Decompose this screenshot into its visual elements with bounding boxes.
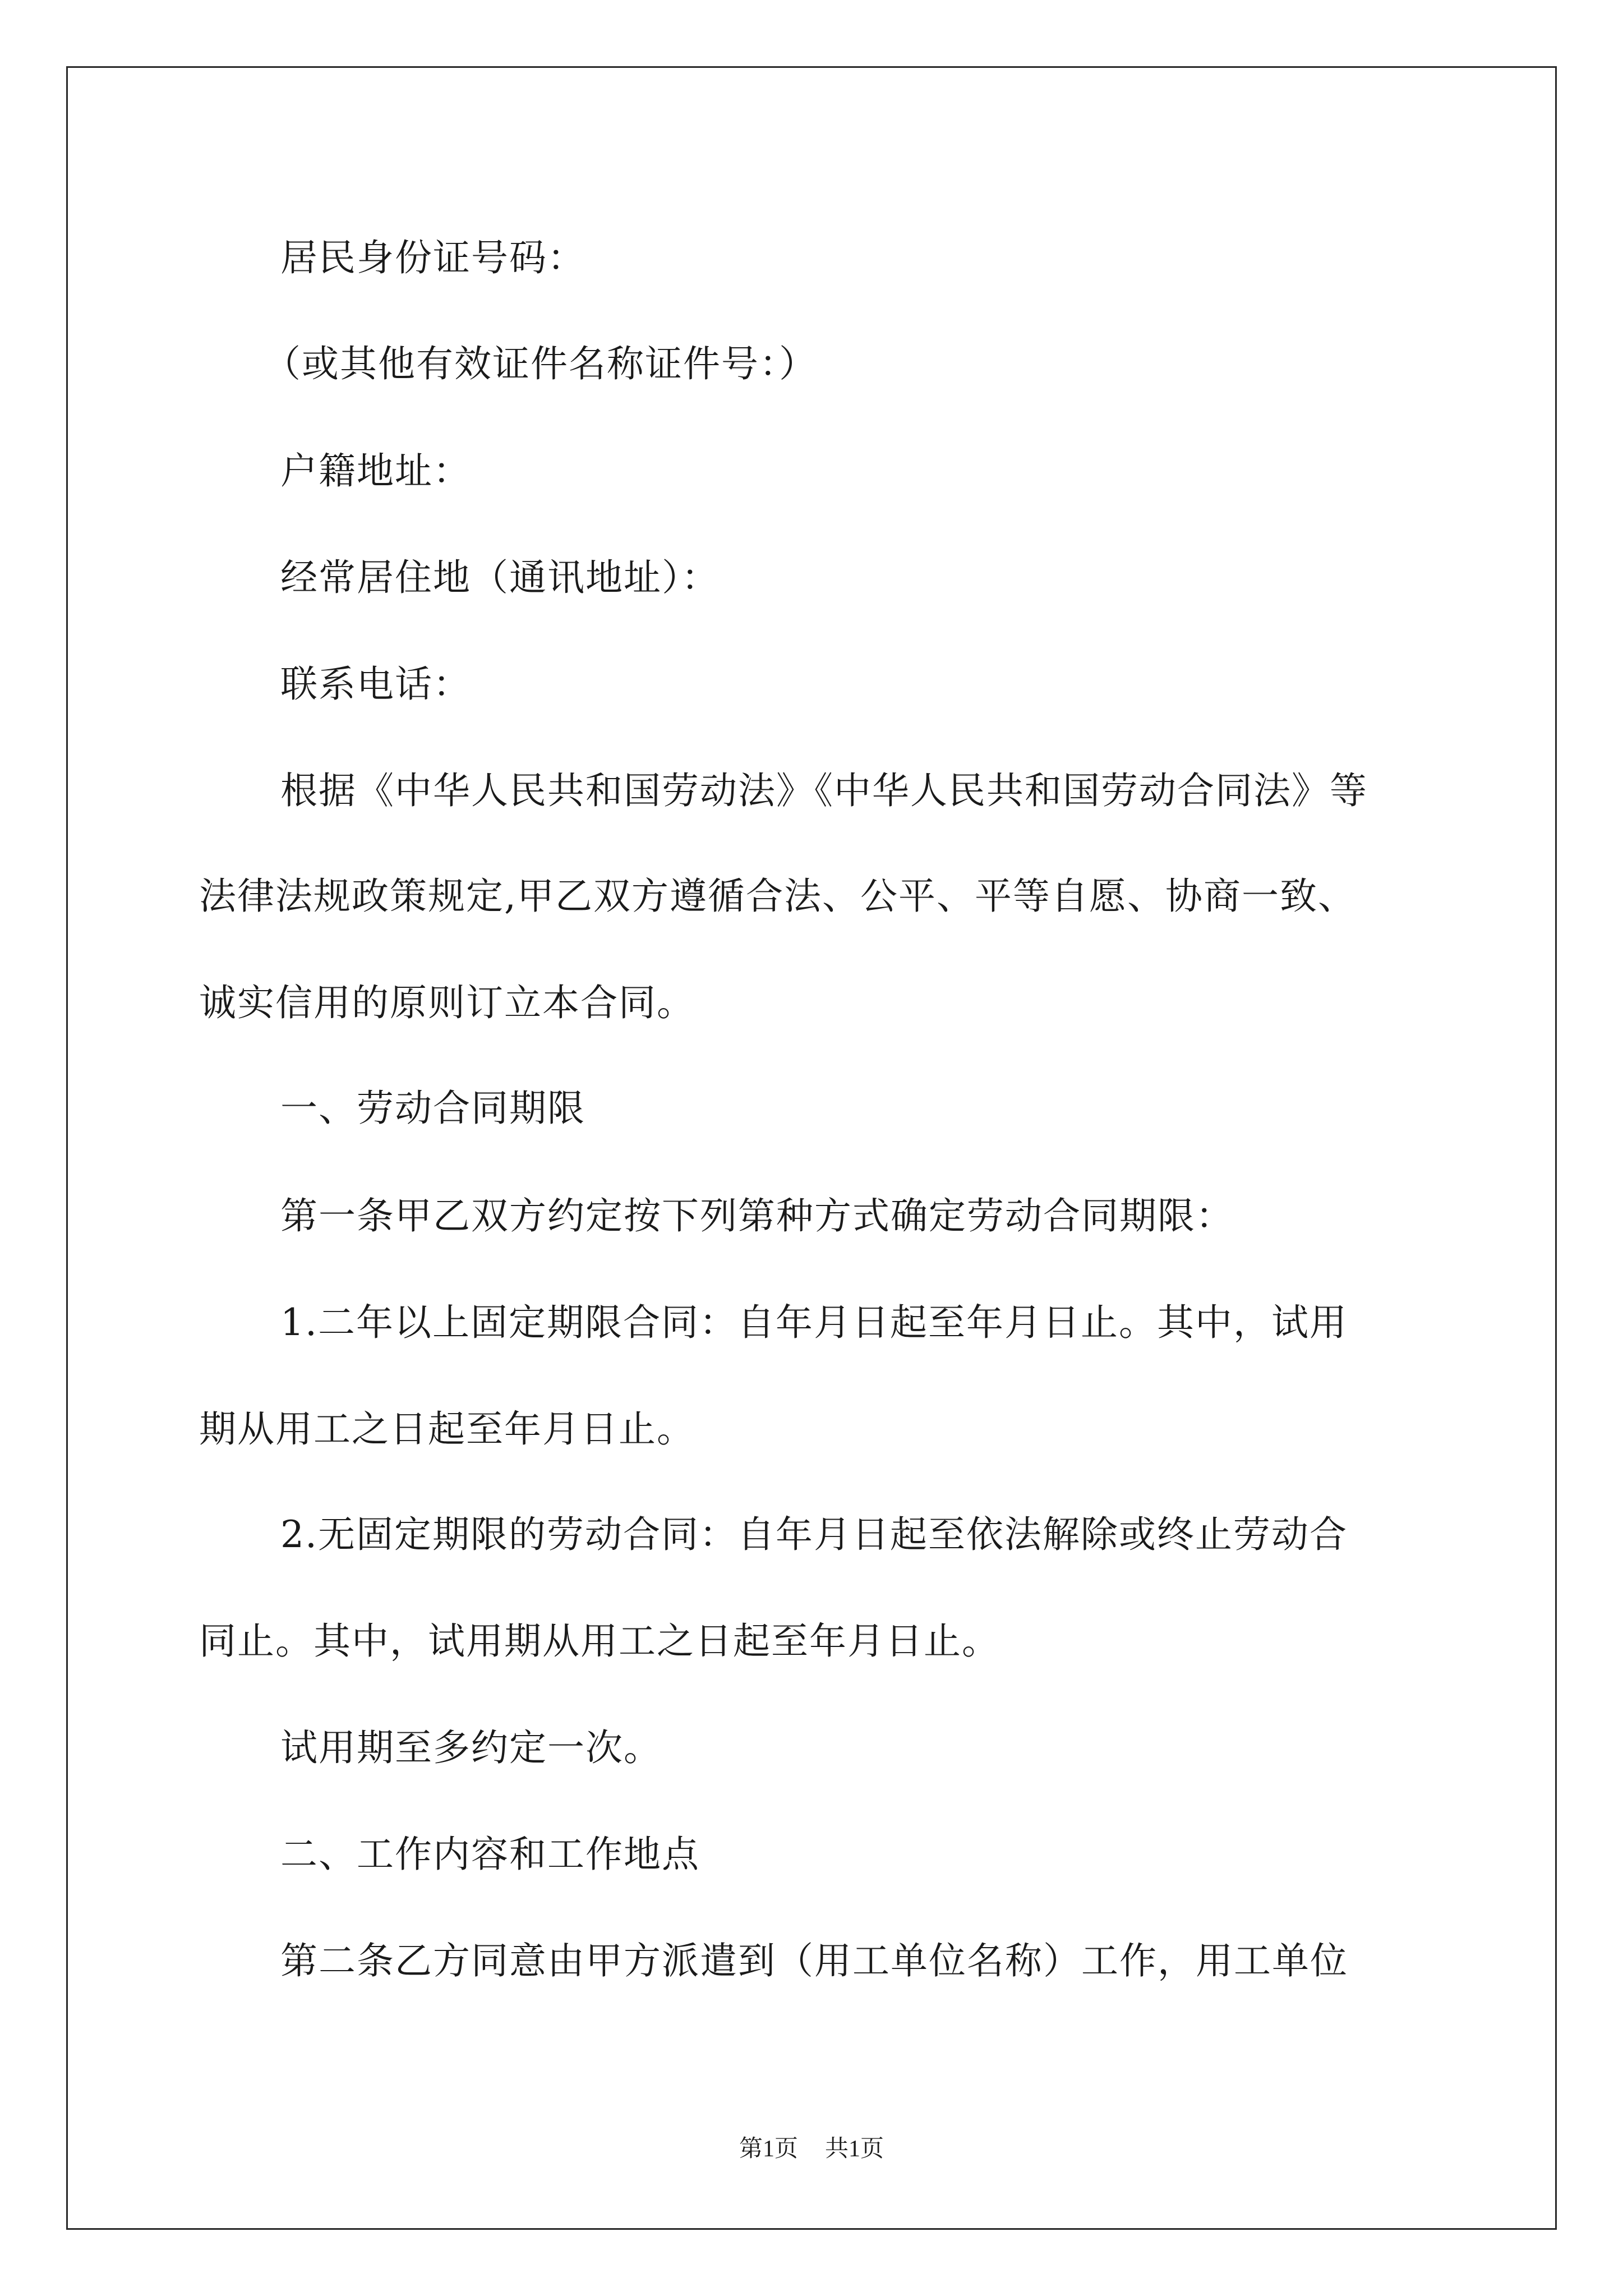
household-address-line: 户籍地址： [280, 449, 471, 493]
id-number-line: 居民身份证号码： [280, 236, 585, 279]
page-border [66, 66, 1557, 2230]
article-1-line: 第一条甲乙双方约定按下列第种方式确定劳动合同期限： [280, 1194, 1234, 1237]
page-footer [0, 2135, 1623, 2163]
page-number: 第1页 [739, 2136, 798, 2162]
item-2-line-2: 同止。其中，试用期从用工之日起至年月日止。 [199, 1619, 1000, 1663]
section-heading-term: 一、劳动合同期限 [280, 1087, 585, 1130]
item-2-line-1: 2.无固定期限的劳动合同：自年月日起至依法解除或终止劳动合 [280, 1513, 1348, 1556]
paragraph-basis-line-2: 法律法规政策规定,甲乙双方遵循合法、公平、平等自愿、协商一致、 [199, 875, 1356, 918]
section-heading-work: 二、工作内容和工作地点 [280, 1833, 700, 1876]
residence-address-line: 经常居住地（通讯地址）： [280, 556, 720, 599]
paragraph-basis-line-1: 根据《中华人民共和国劳动法》《中华人民共和国劳动合同法》等 [280, 769, 1368, 812]
probation-note-line: 试用期至多约定一次。 [280, 1726, 662, 1769]
page-total: 共1页 [825, 2136, 884, 2162]
item-1-line-1: 1.二年以上固定期限合同：自年月日起至年月日止。其中，试用 [280, 1301, 1348, 1344]
phone-line: 联系电话： [280, 662, 471, 706]
paragraph-basis-line-3: 诚实信用的原则订立本合同。 [199, 981, 695, 1024]
article-2-line: 第二条乙方同意由甲方派遣到（用工单位名称）工作，用工单位 [280, 1939, 1348, 1982]
other-id-line: （或其他有效证件名称证件号：） [264, 342, 817, 385]
item-1-line-2: 期从用工之日起至年月日止。 [199, 1407, 695, 1451]
